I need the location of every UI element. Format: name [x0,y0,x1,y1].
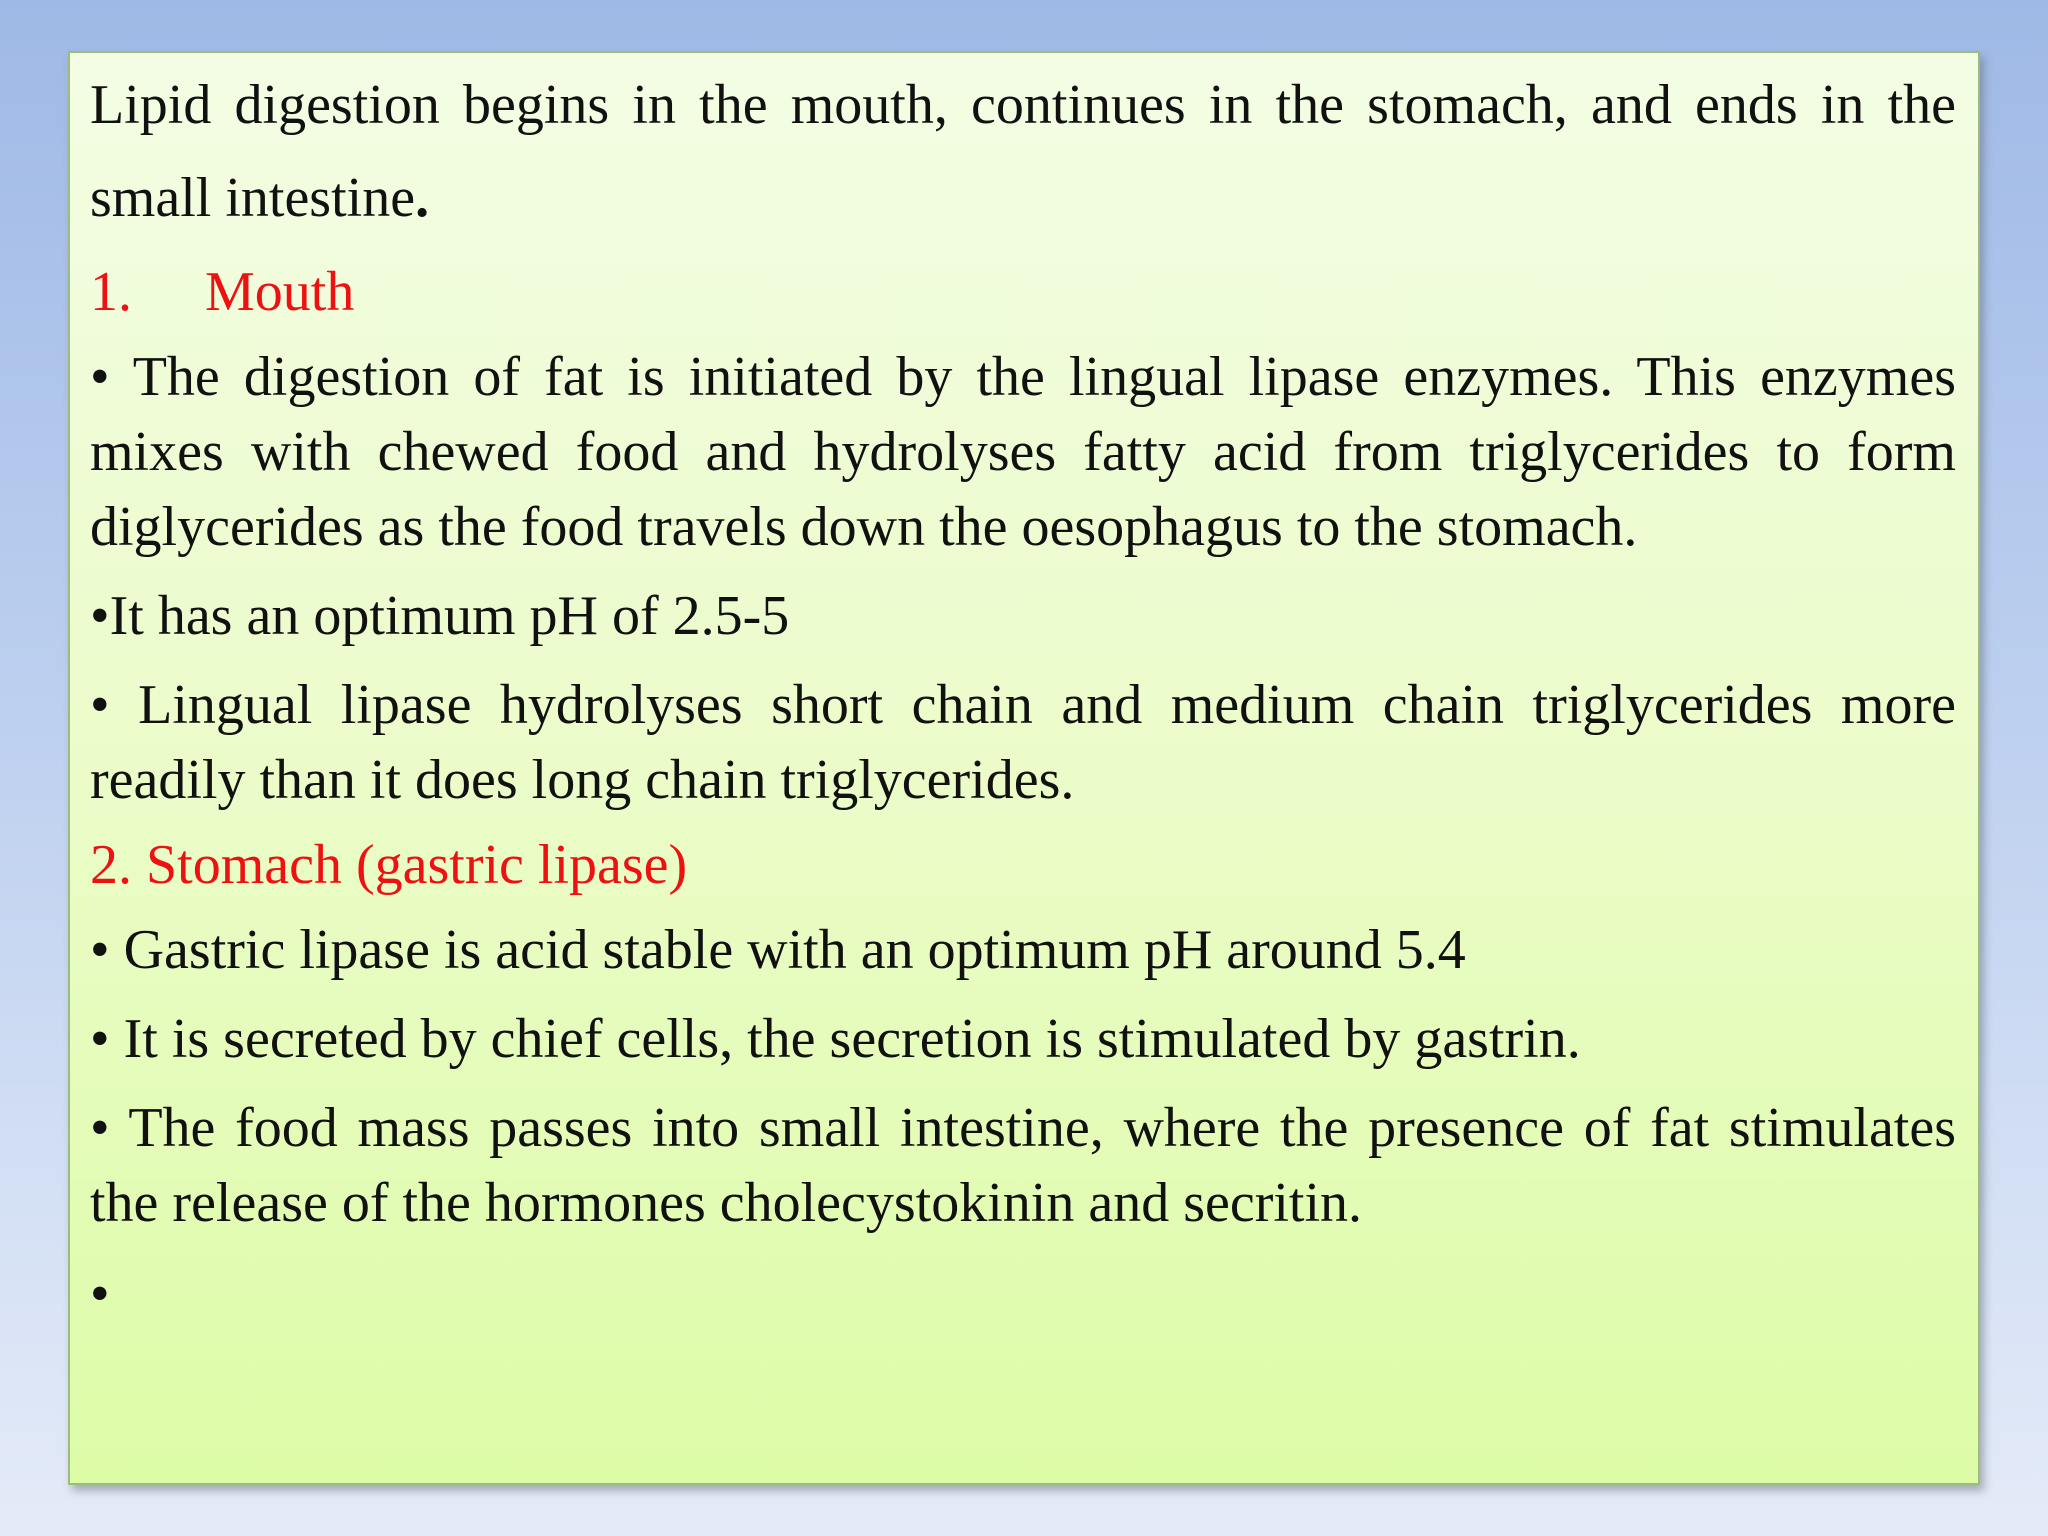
bullet-item: •It has an optimum pH of 2.5-5 [90,585,790,647]
bullet-item: • It is secreted by chief cells, the secretion is stimulated by gastrin. [90,1008,1581,1070]
bullet-item: • The food mass passes into small intestine, where the presence of fat stimulates the release of the hormones cholecystokinin and secritin. [90,1097,1956,1234]
bullet-item: • The digestion of fat is initiated by the lingual lipase enzymes. This enzymes mixes with chewed food and hydrolyses fatty acid from triglycerides to form diglycerides as the food travels down the oesophagus to the stomach. [90,346,1956,558]
empty-bullet: • [90,1263,110,1325]
intro-paragraph [90,59,1956,245]
content-box [68,51,1980,1485]
intro-period: . [415,167,430,229]
section-heading-mouth [90,255,1956,330]
section-heading-stomach: 2. Stomach (gastric lipase) [90,834,688,896]
section-number: 1. [90,261,132,323]
section-title: Mouth [205,261,355,323]
intro-text: Lipid digestion begins in the mouth, continues in the stomach, and ends in the small intestine [90,74,1956,229]
bullet-item: • Gastric lipase is acid stable with an optimum pH around 5.4 [90,919,1466,981]
bullet-item: • Lingual lipase hydrolyses short chain and medium chain triglycerides more readily than it does long chain triglycerides. [90,674,1956,811]
